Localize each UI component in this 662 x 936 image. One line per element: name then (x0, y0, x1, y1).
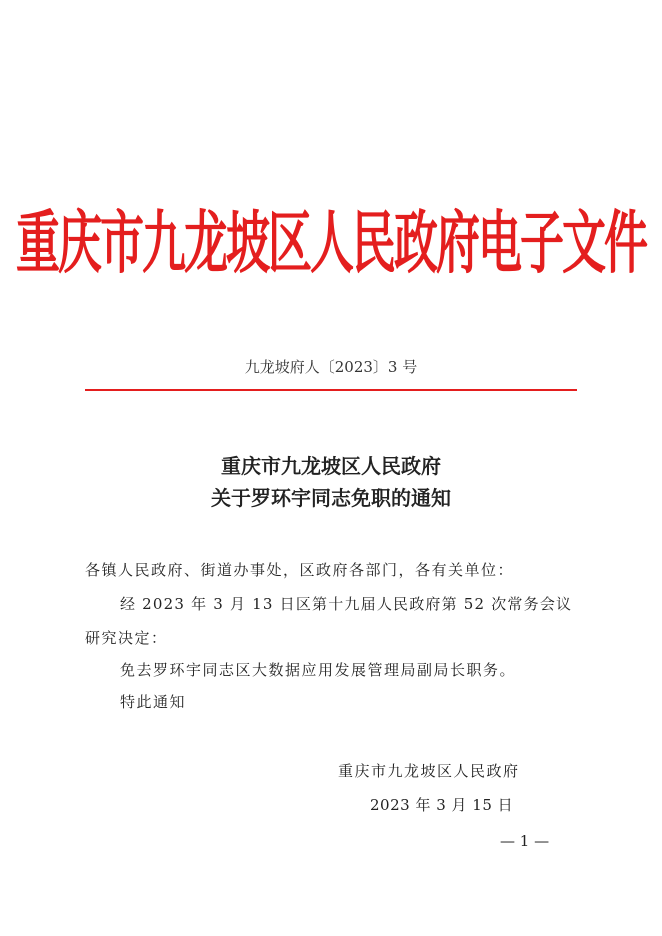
salutation: 各镇人民政府、街道办事处，区政府各部门，各有关单位： (85, 561, 515, 579)
red-divider-line (85, 389, 577, 391)
document-number: 九龙坡府人〔2023〕3 号 (244, 358, 418, 376)
body-paragraph-1-line-2: 研究决定： (85, 629, 168, 647)
signature-date: 2023 年 3 月 15 日 (370, 796, 514, 814)
page-number: — 1 — (500, 832, 550, 850)
signature-issuer: 重庆市九龙坡区人民政府 (338, 762, 520, 780)
closing-text: 特此通知 (120, 693, 187, 711)
body-paragraph-2: 免去罗环宇同志区大数据应用发展管理局副局长职务。 (120, 661, 517, 679)
document-title-line-2: 关于罗环宇同志免职的通知 (211, 486, 451, 510)
document-masthead: 重庆市九龙坡区人民政府电子文件 (16, 204, 646, 284)
document-title-line-1: 重庆市九龙坡区人民政府 (221, 454, 441, 478)
body-paragraph-1-line-1: 经 2023 年 3 月 13 日区第十九届人民政府第 52 次常务会议 (120, 595, 573, 613)
